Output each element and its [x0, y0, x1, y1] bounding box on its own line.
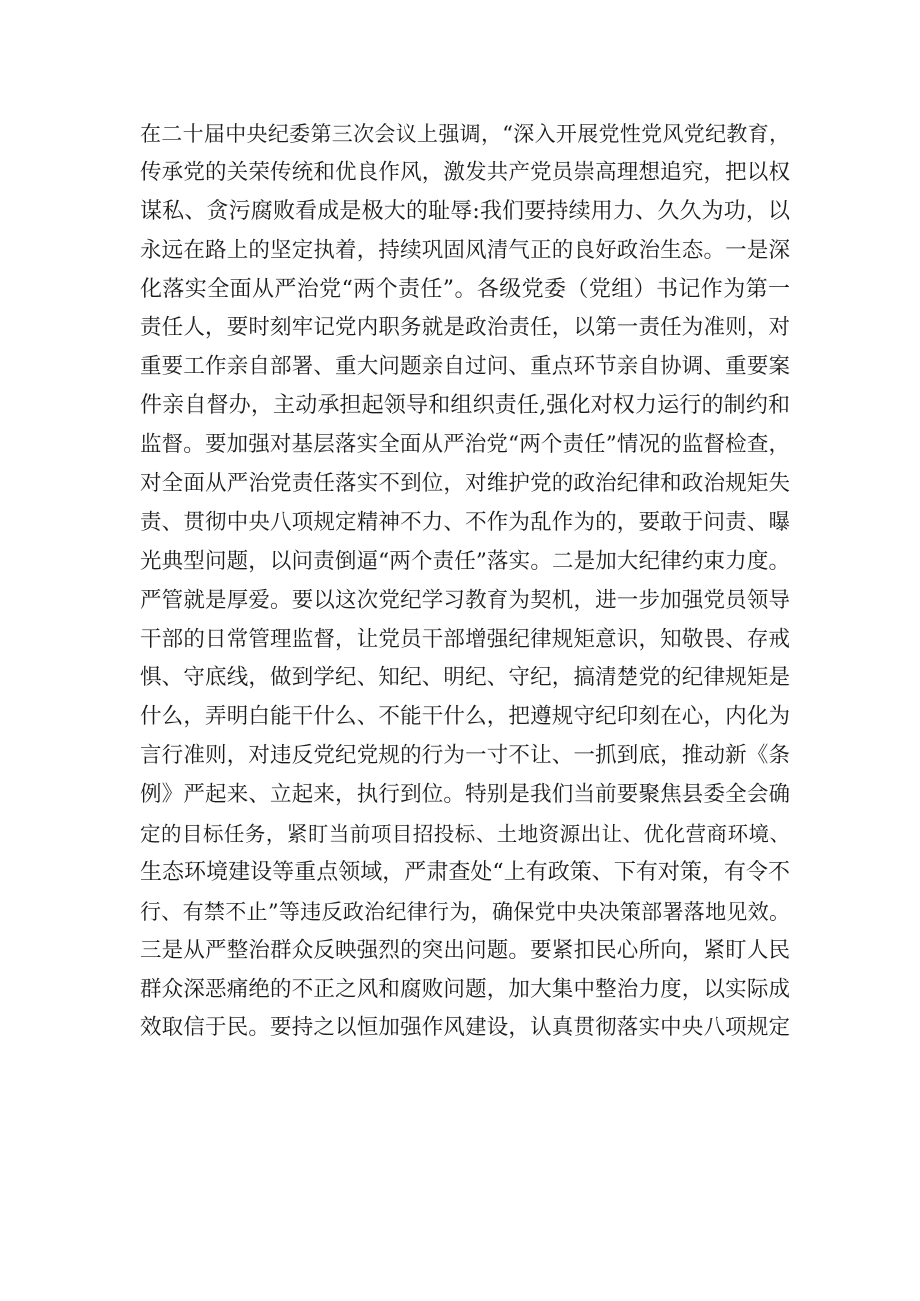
text-line: 在二十届中央纪委第三次会议上强调，“深入开展党性党风党纪教育， [140, 122, 790, 146]
text-line: 责任人，要时刻牢记党内职务就是政治责任，以第一责任为准则，对 [140, 315, 790, 341]
text-line: 生态环境建设等重点领域，严肃查处“上有政策、下有对策，有令不 [140, 859, 790, 885]
text-line: 言行准则，对违反党纪党规的行为一寸不让、一抓到底，推动新《条 [140, 743, 790, 769]
text-line: 干部的日常管理监督，让党员干部增强纪律规矩意识，知敬畏、存戒 [140, 626, 790, 652]
text-line: 惧、守底线，做到学纪、知纪、明纪、守纪，搞清楚党的纪律规矩是 [140, 665, 790, 691]
text-line: 效取信于民。要持之以恒加强作风建设，认真贯彻落实中央八项规定 [140, 1015, 790, 1041]
text-line: 光典型问题，以问责倒逼“两个责任”落实。二是加大纪律约束力度。 [140, 548, 790, 574]
text-line: 定的目标任务，紧盯当前项目招投标、土地资源出让、优化营商环境、 [140, 822, 790, 847]
text-line: 件亲自督办，主动承担起领导和组织责任,强化对权力运行的制约和 [140, 393, 790, 419]
text-line: 传承党的关荣传统和优良作风，激发共产党员崇高理想追究，把以权 [140, 159, 790, 185]
text-line: 群众深恶痛绝的不正之风和腐败问题，加大集中整治力度，以实际成 [140, 976, 790, 1002]
text-line: 化落实全面从严治党“两个责任”。各级党委（党组）书记作为第一 [140, 276, 790, 302]
text-line: 什么，弄明白能干什么、不能干什么，把遵规守纪印刻在心，内化为 [140, 704, 790, 730]
text-line: 永远在路上的坚定执着，持续巩固风清气正的良好政治生态。一是深 [140, 237, 790, 263]
text-line: 责、贯彻中央八项规定精神不力、不作为乱作为的，要敢于问责、曝 [140, 509, 790, 535]
text-line: 行、有禁不止”等违反政治纪律行为，确保党中央决策部署落地见效。 [140, 899, 790, 924]
text-line: 对全面从严治党责任落实不到位，对维护党的政治纪律和政治规矩失 [140, 471, 790, 497]
text-line: 例》严起来、立起来，执行到位。特别是我们当前要聚焦县委全会确 [140, 782, 790, 808]
text-line: 三是从严整治群众反映强烈的突出问题。要紧扣民心所向，紧盯人民 [140, 937, 790, 963]
text-line: 重要工作亲自部署、重大问题亲自过问、重点环节亲自协调、重要案 [140, 354, 790, 380]
body-paragraph [140, 115, 790, 1048]
text-line: 严管就是厚爱。要以这次党纪学习教育为契机，进一步加强党员领导 [140, 587, 790, 613]
text-line: 谋私、贪污腐败看成是极大的耻辱:我们要持续用力、久久为功，以 [140, 198, 790, 224]
text-line: 监督。要加强对基层落实全面从严治党“两个责任”情况的监督检查， [140, 432, 790, 458]
